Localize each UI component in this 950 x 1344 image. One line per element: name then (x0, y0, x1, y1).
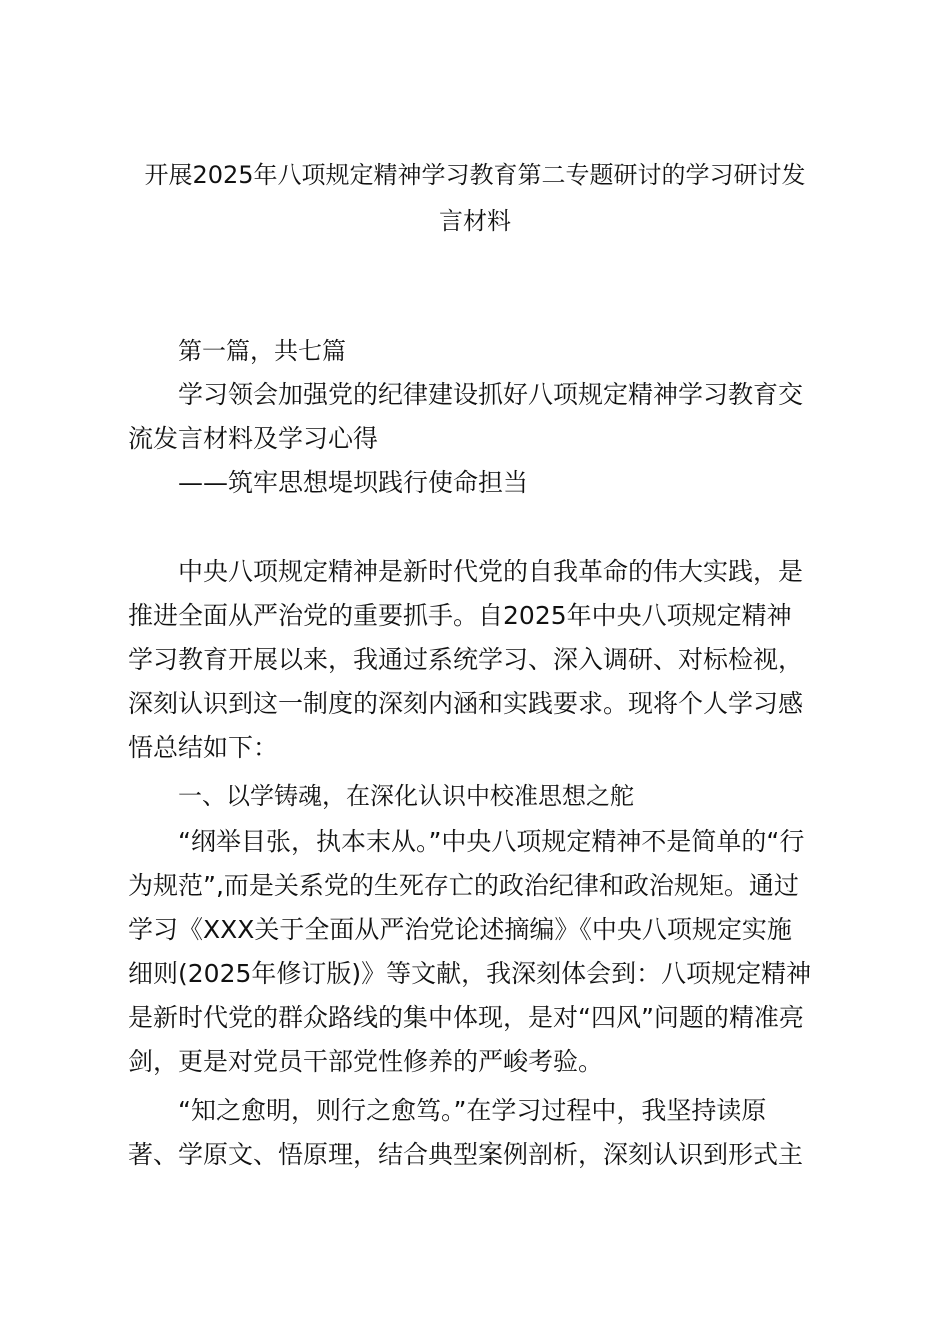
body-line: 细则(2025年修订版)》等文献，我深刻体会到：八项规定精神 (128, 959, 812, 988)
title-line-2: 言材料 (439, 207, 511, 235)
body-line: 是新时代党的群众路线的集中体现，是对“四风”问题的精准亮 (128, 1003, 804, 1032)
body-line: “知之愈明，则行之愈笃。”在学习过程中，我坚持读原 (178, 1096, 767, 1125)
subtitle-dash-line: ——筑牢思想堤坝践行使命担当 (178, 468, 529, 497)
body-line: “纲举目张，执本末从。”中央八项规定精神不是简单的“行 (178, 827, 805, 856)
subtitle-line-1: 学习领会加强党的纪律建设抓好八项规定精神学习教育交 (178, 380, 804, 409)
body-line: 著、学原文、悟原理，结合典型案例剖析，深刻认识到形式主 (128, 1140, 804, 1169)
subtitle-line-2: 流发言材料及学习心得 (128, 424, 379, 453)
body-line: 为规范”,而是关系党的生死存亡的政治纪律和政治规矩。通过 (128, 871, 799, 900)
body-line: 学习教育开展以来，我通过系统学习、深入调研、对标检视， (128, 645, 804, 674)
document-title (100, 152, 850, 244)
body-line: 深刻认识到这一制度的深刻内涵和实践要求。现将个人学习感 (128, 689, 804, 718)
body-line: 悟总结如下： (128, 733, 279, 762)
body-line: 学习《XXX关于全面从严治党论述摘编》《中央八项规定实施 (128, 915, 792, 944)
body-line: 推进全面从严治党的重要抓手。自2025年中央八项规定精神 (128, 601, 792, 630)
body-line: 剑，更是对党员干部党性修养的严峻考验。 (128, 1047, 604, 1076)
part-label: 第一篇，共七篇 (178, 337, 346, 365)
section-heading: 一、以学铸魂，在深化认识中校准思想之舵 (178, 782, 634, 810)
title-line-1: 开展2025年八项规定精神学习教育第二专题研讨的学习研讨发 (144, 161, 806, 189)
body-line: 中央八项规定精神是新时代党的自我革命的伟大实践，是 (178, 557, 804, 586)
